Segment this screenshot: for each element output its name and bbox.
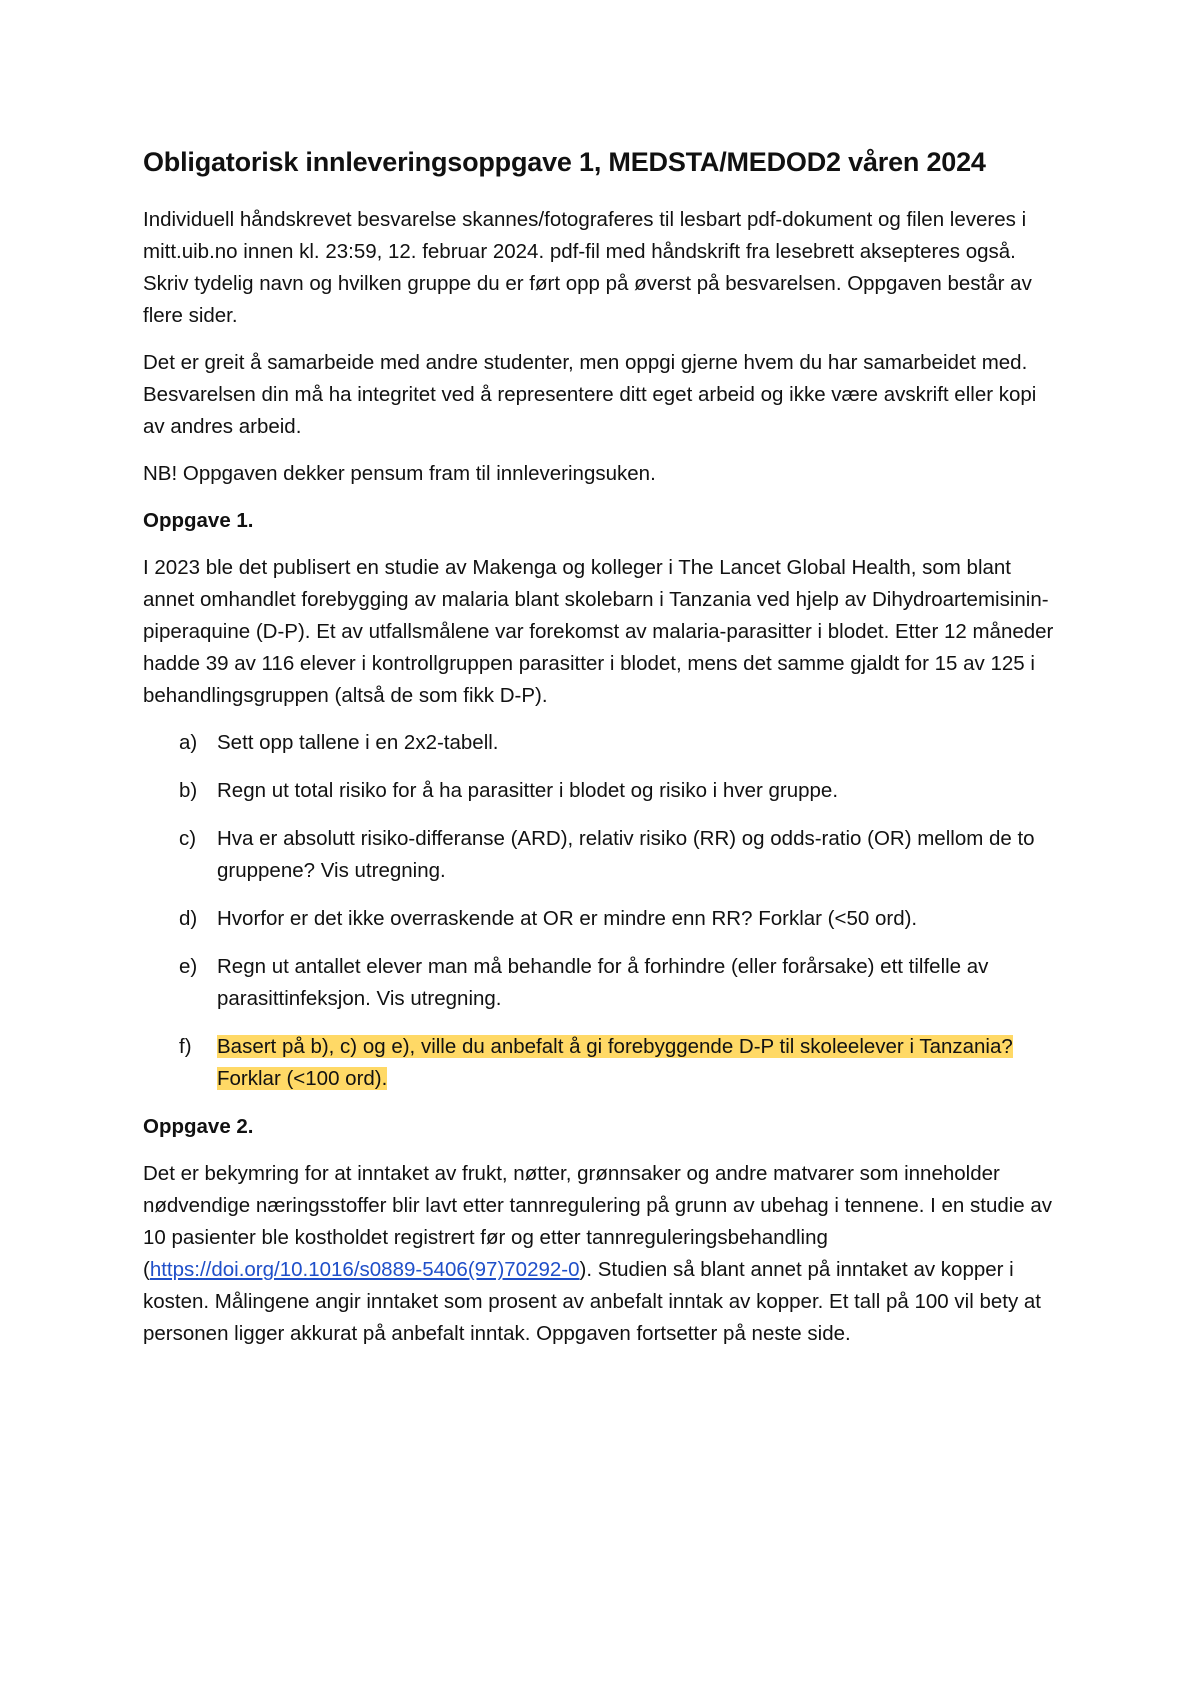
list-marker: a) bbox=[179, 731, 198, 755]
task2-text-after: ). Studien så blant annet på inntaket av kopper i kosten. Målingene angir inntaket som prosent av anbefalt inntak av kopper. Et tall på 100 vil bety at personen ligger akkurat på anbefalt inntak. Oppgaven fortsetter på neste side. bbox=[143, 1258, 1041, 1346]
task1-item-f bbox=[143, 1031, 1062, 1095]
task1-item-e bbox=[143, 951, 1062, 1015]
task2-text-before: Det er bekymring for at inntaket av frukt, nøtter, grønnsaker og andre matvarer som inneholder nødvendige næringsstoffer blir lavt etter tannregulering på grunn av ubehag i tennene. I en studie av 10 pasienter ble kostholdet registrert før og etter tannreguleringsbehandling ( bbox=[143, 1162, 1053, 1282]
task1-text: I 2023 ble det publisert en studie av Makenga og kolleger i The Lancet Global Health, som blant annet omhandlet forebygging av malaria blant skolebarn i Tanzania ved hjelp av Dihydroartemisinin-piperaquine (D-P). Et av utfallsmålene var forekomst av malaria-parasitter i blodet. Etter 12 måneder hadde 39 av 116 elever i kontrollgruppen parasitter i blodet, mens det samme gjaldt for 15 av 125 i behandlingsgruppen (altså de som fikk D-P). bbox=[143, 556, 1054, 708]
document-title: Obligatorisk innleveringsoppgave 1, MEDSTA/MEDOD2 våren 2024 bbox=[143, 147, 986, 177]
task2-text bbox=[143, 1158, 1062, 1350]
highlighted-item-text: Basert på b), c) og e), ville du anbefalt å gi forebyggende D-P til skoleelever i Tanzania? Forklar (<100 ord). bbox=[217, 1035, 1013, 1091]
task2-heading: Oppgave 2. bbox=[143, 1115, 254, 1139]
list-marker: c) bbox=[179, 827, 197, 851]
intro-paragraph-3: NB! Oppgaven dekker pensum fram til innleveringsuken. bbox=[143, 462, 656, 486]
task1-heading: Oppgave 1. bbox=[143, 509, 254, 533]
list-item-text: Hvorfor er det ikke overraskende at OR er mindre enn RR? Forklar (<50 ord). bbox=[217, 907, 918, 931]
list-marker: e) bbox=[179, 955, 198, 979]
task1-item-a bbox=[143, 727, 1062, 759]
task1-item-c bbox=[143, 823, 1062, 887]
task1-list bbox=[143, 727, 1062, 1095]
list-item-text: Regn ut total risiko for å ha parasitter i blodet og risiko i hver gruppe. bbox=[217, 779, 839, 803]
intro-paragraph-1: Individuell håndskrevet besvarelse skannes/fotograferes til lesbart pdf-dokument og filen leveres i mitt.uib.no innen kl. 23:59, 12. februar 2024. pdf-fil med håndskrift fra lesebrett aksepteres også. Skriv tydelig navn og hvilken gruppe du er ført opp på øverst på besvarelsen. Oppgaven består av flere sider. bbox=[143, 208, 1032, 328]
list-item-text: Regn ut antallet elever man må behandle for å forhindre (eller forårsake) ett tilfelle av parasittinfeksjon. Vis utregning. bbox=[217, 955, 989, 1011]
list-marker: f) bbox=[179, 1035, 192, 1059]
intro-paragraph-2: Det er greit å samarbeide med andre studenter, men oppgi gjerne hvem du har samarbeidet med. Besvarelsen din må ha integritet ved å representere ditt eget arbeid og ikke være avskrift eller kopi av andres arbeid. bbox=[143, 351, 1037, 439]
list-marker: b) bbox=[179, 779, 198, 803]
list-item-text: Hva er absolutt risiko-differanse (ARD), relativ risiko (RR) og odds-ratio (OR) mellom de to gruppene? Vis utregning. bbox=[217, 827, 1035, 883]
task1-item-d bbox=[143, 903, 1062, 935]
task1-item-b bbox=[143, 775, 1062, 807]
list-marker: d) bbox=[179, 907, 198, 931]
list-item-text: Sett opp tallene i en 2x2-tabell. bbox=[217, 731, 499, 755]
doi-link[interactable]: https://doi.org/10.1016/s0889-5406(97)70292-0 bbox=[149, 1258, 580, 1282]
